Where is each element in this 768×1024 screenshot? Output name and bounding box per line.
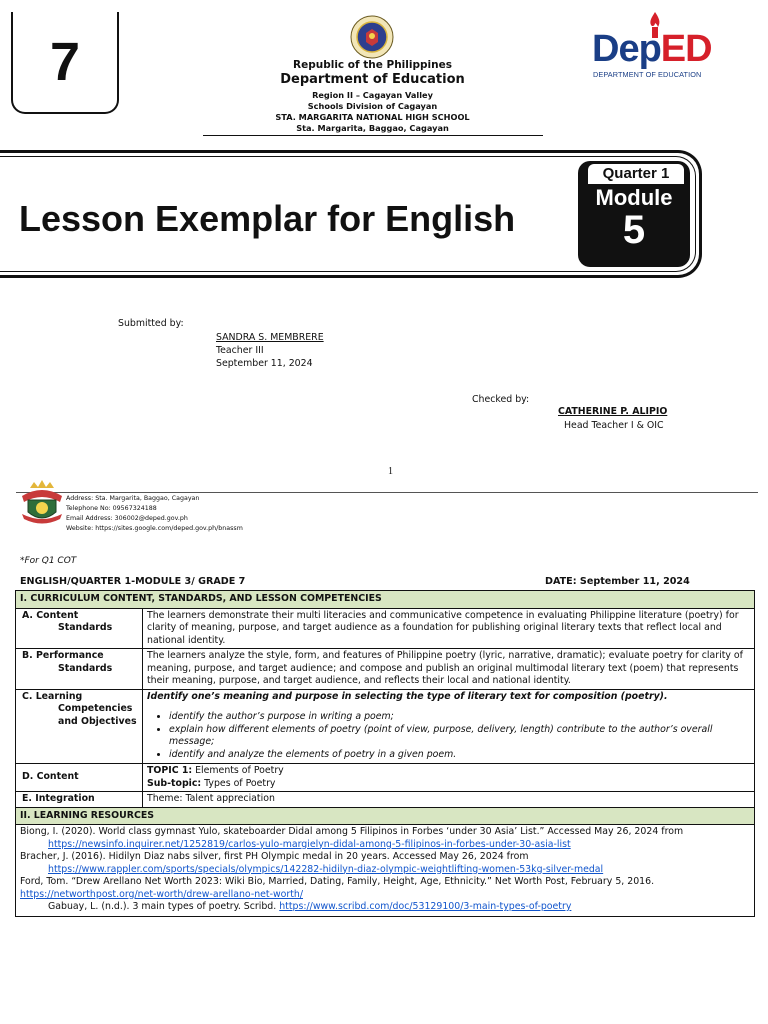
- reference-text: Bracher, J. (2016). Hidilyn Diaz nabs silver, first PH Olympic medal in 20 years. Accessed May 26, 2024 from: [20, 851, 529, 862]
- deped-wordmark: DepED: [592, 28, 712, 70]
- content-cell: [143, 764, 755, 792]
- footer-divider: [16, 492, 758, 493]
- subtopic-value: Types of Poetry: [201, 777, 276, 789]
- label-line: Standards: [58, 622, 113, 633]
- label-line: A. Content: [22, 609, 79, 621]
- reference-item: [20, 851, 750, 876]
- header-address: Sta. Margarita, Baggao, Cagayan: [296, 123, 449, 133]
- reference-link[interactable]: https://newsinfo.inquirer.net/1252819/carlos-yulo-margielyn-didal-among-5-filipinos-in-forbes-under-30-asia-list: [48, 838, 571, 850]
- competency-heading: Identify one’s meaning and purpose in selecting the type of literary text for composition (poetry).: [147, 690, 668, 702]
- header-republic: Republic of the Philippines: [293, 59, 452, 71]
- table-row-content-standards: [16, 608, 755, 649]
- reference-link[interactable]: https://www.rappler.com/sports/specials/olympics/142282-hidilyn-diaz-olympic-weightlifting-women-53kg-silver-medal: [48, 863, 604, 875]
- header-school: STA. MARGARITA NATIONAL HIGH SCHOOL: [275, 112, 470, 122]
- section-row-curriculum: [16, 591, 755, 609]
- subtopic-label: Sub-topic:: [147, 777, 202, 789]
- quarter-label: Quarter 1: [588, 164, 684, 184]
- cot-note: *For Q1 COT: [20, 556, 77, 566]
- label-performance-standards: [16, 649, 143, 690]
- integration-text: Theme: Talent appreciation: [143, 792, 755, 808]
- footer-email: Email Address: 306002@deped.gov.ph: [66, 515, 188, 522]
- lesson-table: [15, 590, 755, 917]
- objectives-list: [147, 711, 750, 761]
- label-line: C. Learning: [22, 690, 83, 702]
- resources-cell: [16, 825, 755, 917]
- checker-role: Head Teacher I & OIC: [564, 420, 664, 431]
- footer-address: Address: Sta. Margarita, Baggao, Cagayan: [66, 495, 200, 502]
- school-seal-icon: [20, 478, 64, 526]
- competencies-cell: [143, 689, 755, 764]
- table-row-integration: [16, 792, 755, 808]
- section-heading-resources: II. LEARNING RESOURCES: [16, 807, 755, 825]
- performance-standards-text: The learners analyze the style, form, and features of Philippine poetry (lyric, narrative, dramatic); evaluate poetry for clarity of meaning, purpose, and target audience; and compose and publish an original multimodal literary text (poem) that represents their meaning, purpose, and target audience, and reflects their local and national identity.: [143, 649, 755, 690]
- footer-telephone: Telephone No: 09567324188: [66, 505, 157, 512]
- header-region: Region II – Cagayan Valley: [312, 90, 433, 100]
- label-content: D. Content: [16, 764, 143, 792]
- label-line: B. Performance: [22, 650, 104, 661]
- label-content-standards: [16, 608, 143, 649]
- topic-value: Elements of Poetry: [192, 765, 284, 776]
- submitter-name: SANDRA S. MEMBRERE: [216, 332, 324, 343]
- checked-by-label: Checked by:: [472, 394, 530, 405]
- objective-item: • explain how different elements of poetry (point of view, purpose, delivery, length) contribute to the author’s overall message;: [169, 724, 750, 749]
- table-row-competencies: [16, 689, 755, 764]
- module-label: Module: [595, 185, 673, 210]
- lesson-title: Lesson Exemplar for English: [19, 198, 516, 239]
- objective-item: • identify and analyze the elements of poetry in a given poem.: [169, 749, 750, 762]
- footer-website: Website: https://sites.google.com/deped.gov.ph/bnassm: [66, 525, 243, 532]
- module-number: 5: [622, 208, 646, 252]
- submitter-role: Teacher III: [216, 345, 264, 356]
- label-line: and Objectives: [58, 715, 137, 727]
- label-line: Competencies: [58, 703, 133, 714]
- deped-logo: [588, 12, 728, 82]
- label-competencies: [16, 689, 143, 764]
- deped-subtitle: DEPARTMENT OF EDUCATION: [593, 70, 702, 79]
- checker-name: CATHERINE P. ALIPIO: [558, 406, 668, 417]
- page-number: 1: [388, 466, 393, 477]
- header-department: Department of Education: [280, 72, 465, 87]
- content-standards-text: The learners demonstrate their multi literacies and communicative competence in evaluating Philippine literature (poetry) for clarity of meaning, purpose, and target audience as a foundation for publishing original literary texts that reflect local and national identity.: [143, 608, 755, 649]
- grade-level-box: 7: [11, 12, 119, 114]
- section-heading-curriculum: I. CURRICULUM CONTENT, STANDARDS, AND LESSON COMPETENCIES: [16, 591, 755, 609]
- header-divider: [203, 135, 543, 136]
- label-integration: E. Integration: [16, 792, 143, 808]
- submitted-date: September 11, 2024: [216, 358, 313, 369]
- reference-text: Ford, Tom. “Drew Arellano Net Worth 2023: Wiki Bio, Married, Dating, Family, Height, Age, Ethnicity.” Net Worth Post, February 5, 2016.: [20, 876, 655, 887]
- label-line: Standards: [58, 662, 113, 674]
- header-division: Schools Division of Cagayan: [307, 101, 438, 111]
- table-row-content: [16, 764, 755, 792]
- section-row-resources: [16, 807, 755, 825]
- submitted-by-label: Submitted by:: [118, 318, 184, 329]
- topic-label: TOPIC 1:: [147, 765, 193, 776]
- reference-item: [20, 901, 750, 914]
- reference-item: [20, 876, 750, 901]
- table-row-resources: [16, 825, 755, 917]
- reference-text: Biong, I. (2020). World class gymnast Yulo, skateboarder Didal among 5 Filipinos in Forbes ‘under 30 Asia’ List.” Accessed May 26, 2024 from: [20, 826, 684, 837]
- reference-item: [20, 826, 750, 851]
- document-date: DATE: September 11, 2024: [545, 576, 690, 587]
- document-subject: ENGLISH/QUARTER 1-MODULE 3/ GRADE 7: [20, 576, 246, 587]
- reference-text: Gabuay, L. (n.d.). 3 main types of poetry. Scribd.: [48, 901, 277, 912]
- reference-link[interactable]: https://networthpost.org/net-worth/drew-arellano-net-worth/: [20, 888, 303, 900]
- deped-seal-icon: [350, 15, 394, 59]
- reference-link[interactable]: https://www.scribd.com/doc/53129100/3-main-types-of-poetry: [279, 901, 572, 912]
- table-row-performance-standards: [16, 649, 755, 690]
- objective-item: • identify the author’s purpose in writing a poem;: [169, 711, 750, 724]
